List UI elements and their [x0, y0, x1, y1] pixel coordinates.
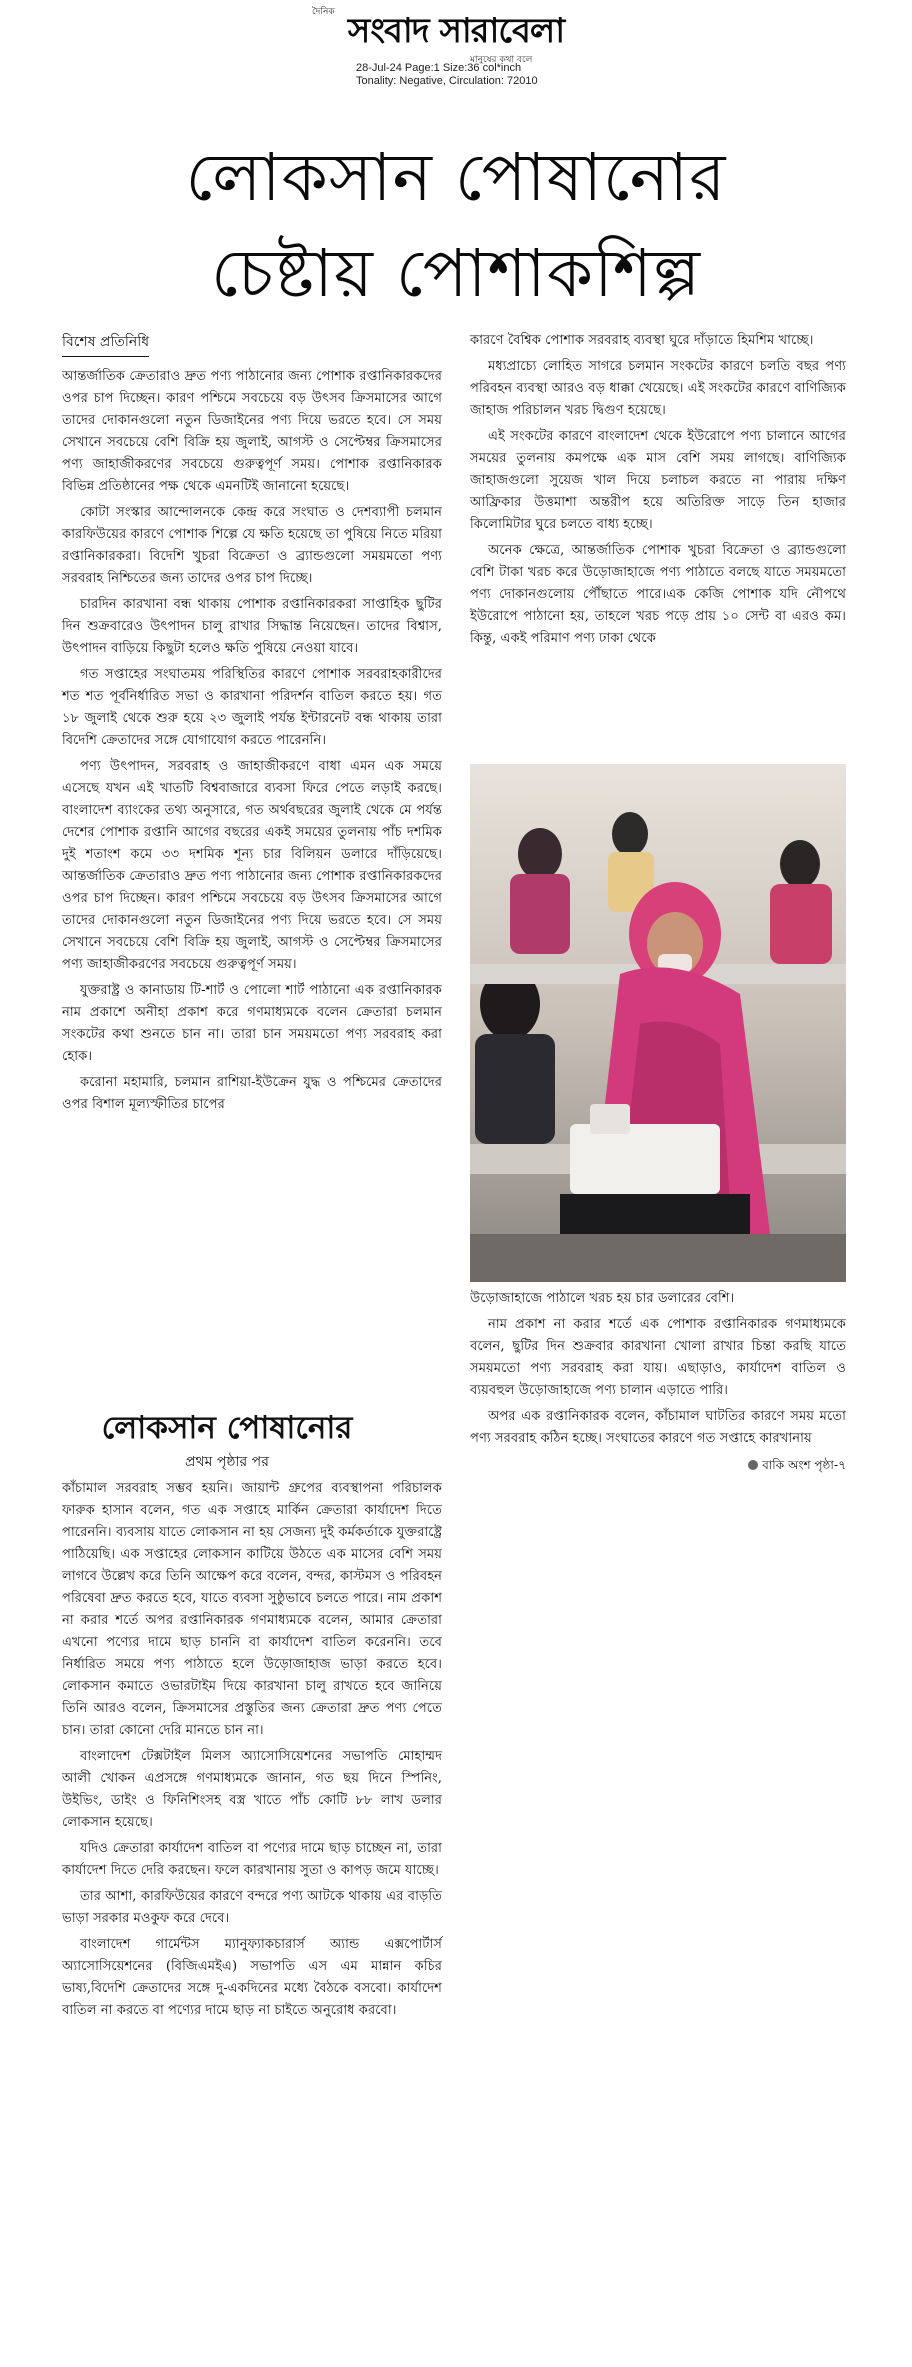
paragraph: এই সংকটের কারণে বাংলাদেশ থেকে ইউরোপে পণ্য চালানে আগের সময়ের তুলনায় কমপক্ষে এক মাস বেশি সময় লাগছে। বাণিজ্যিক জাহাজগুলো সুয়েজ খাল দিয়ে চলাচল করতে না পারায় দক্ষিণ আফ্রিকার উত্তমাশা অন্তরীপ হয়ে অতিরিক্ত সাড়ে তিন হাজার কিলোমিটার ঘুরে চলতে বাধ্য হচ্ছে। — [470, 429, 846, 532]
article-headline — [60, 130, 852, 322]
byline: বিশেষ প্রতিনিধি — [62, 330, 149, 357]
continuation-subhead: প্রথম পৃষ্ঠার পর — [185, 1454, 269, 1470]
continued-label: বাকি অংশ পৃষ্ঠা-৭ — [762, 1458, 846, 1472]
continued-notice — [470, 1454, 846, 1477]
article-right-column-top — [470, 330, 846, 760]
paragraph: অনেক ক্ষেত্রে, আন্তর্জাতিক পোশাক খুচরা বিক্রেতা ও ব্র্যান্ডগুলো বেশি টাকা খরচ করে উড়োজাহাজে পণ্য পাঠাতে বলছে যাতে সময়মতো পণ্য দোকানগুলোয় পৌঁছাতে পারে।এক কেজি পোশাক যদি নৌপথে ইউরোপে পাঠানো হয়, তাহলে খরচ পড়ে প্রায় ১০ সেন্ট বা এরও কম। কিন্তু, একই পরিমাণ পণ্য ঢাকা থেকে — [470, 543, 846, 646]
paragraph: মধ্যপ্রাচ্যে লোহিত সাগরে চলমান সংকটের কারণে চলতি বছর পণ্য পরিবহন ব্যবস্থা আরও বড় ধাক্কা খেয়েছে। এই সংকটের কারণে বাণিজ্যিক জাহাজ পরিচালন খরচ দ্বিগুণ হয়েছে। — [470, 359, 846, 418]
newspaper-logo: সংবাদ সারাবেলা — [347, 11, 565, 51]
paragraph: উড়োজাহাজে পাঠালে খরচ হয় চার ডলারের বেশি। — [470, 1291, 735, 1306]
continuation-column — [62, 1478, 442, 2358]
paragraph: কারণে বৈশ্বিক পোশাক সরবরাহ ব্যবস্থা ঘুরে দাঁড়াতে হিমশিম খাচ্ছে। — [470, 333, 814, 348]
paragraph: করোনা মহামারি, চলমান রাশিয়া-ইউক্রেন যুদ্ধ ও পশ্চিমের ক্রেতাদের ওপর বিশাল মূল্যস্ফীতির চাপের — [62, 1075, 442, 1112]
paragraph: আন্তর্জাতিক ক্রেতারাও দ্রুত পণ্য পাঠানোর জন্য পোশাক রপ্তানিকারকদের ওপর চাপ দিচ্ছেন। কারণ পশ্চিমে সবচেয়ে বড় উৎসব ক্রিসমাসের আগে তাদের দোকানগুলো নতুন ডিজাইনের পণ্য দিয়ে ভরতে হবে। সে সময় সেখানে সবচেয়ে বেশি বিক্রি হয় জুলাই, আগস্ট ও সেপ্টেম্বর ক্রিসমাসের পণ্য জাহাজীকরণের সবচেয়ে গুরুত্বপূর্ণ সময়। পোশাক রপ্তানিকারক বিভিন্ন প্রতিষ্ঠানের পক্ষ থেকে এমনটিই জানানো হয়েছে। — [62, 369, 442, 494]
paragraph: অপর এক রপ্তানিকারক বলেন, কাঁচামাল ঘাটতির কারণে সময় মতো পণ্য সরবরাহ কঠিন হচ্ছে। সংঘাতের কারণে গত সপ্তাহে কারখানায় — [470, 1409, 846, 1446]
bullet-icon — [748, 1460, 758, 1470]
paragraph: যুক্তরাষ্ট্র ও কানাডায় টি-শার্ট ও পোলো শার্ট পাঠানো এক রপ্তানিকারক নাম প্রকাশে অনীহা প্রকাশ করে গণমাধ্যমকে বলেন ক্রেতারা চলমান সংকটের কথা শুনতে চান না। তারা চান সময়মতো পণ্য সরবরাহ করা হোক। — [62, 983, 442, 1064]
clipping-meta — [356, 62, 538, 88]
brand-tagline: মানুষের কথা বলে — [470, 55, 533, 65]
photo-illustration — [470, 764, 846, 1282]
meta-date-size: 28-Jul-24 Page:1 Size:36 col*inch — [356, 62, 522, 74]
paragraph: পণ্য উৎপাদন, সরবরাহ ও জাহাজীকরণে বাধা এমন এক সময়ে এসেছে যখন এই খাতটি বিশ্ববাজারে ব্যবসা ফিরে পেতে লড়াই করছে। বাংলাদেশ ব্যাংকের তথ্য অনুসারে, গত অর্থবছরের জুলাই থেকে মে পর্যন্ত দেশের পোশাক রপ্তানি আগের বছরের একই সময়ের তুলনায় পাঁচ দশমিক দুই শতাংশ কমে ৩৩ দশমিক শূন্য চার বিলিয়ন ডলারে দাঁড়িয়েছে। আন্তর্জাতিক ক্রেতারাও দ্রুত পণ্য পাঠানোর জন্য পোশাক রপ্তানিকারকদের ওপর চাপ দিচ্ছেন। কারণ পশ্চিমে সবচেয়ে বড় উৎসব ক্রিসমাসের আগে তাদের দোকানগুলো নতুন ডিজাইনের পণ্য দিয়ে ভরতে হবে। সে সময় সেখানে সবচেয়ে বেশি বিক্রি হয় জুলাই, আগস্ট ও সেপ্টেম্বর ক্রিসমাসের পণ্য জাহাজীকরণের সবচেয়ে গুরুত্বপূর্ণ সময়। — [62, 759, 442, 972]
paragraph: চারদিন কারখানা বন্ধ থাকায় পোশাক রপ্তানিকারকরা সাপ্তাহিক ছুটির দিন শুক্রবারেও উৎপাদন চালু রাখার সিদ্ধান্ত নিয়েছেন। তাদের বিশ্বাস, উৎপাদন বাড়িয়ে কিছুটা হলেও ক্ষতি পুষিয়ে নেওয়া যাবে। — [62, 597, 442, 656]
headline-line-2: চেষ্টায় পোশাকশিল্প — [210, 235, 702, 312]
paragraph: নাম প্রকাশ না করার শর্তে এক পোশাক রপ্তানিকারক গণমাধ্যমকে বলেন, ছুটির দিন শুক্রবার কারখানা খোলা রাখার চিন্তা করছি যাতে সময়মতো পণ্য সরবরাহ করা যায়। এছাড়াও, কার্যাদেশ বাতিল ও ব্যয়বহুল উড়োজাহাজে পণ্য চালান এড়াতে পারি। — [470, 1317, 846, 1398]
brand-prefix: দৈনিক — [312, 7, 335, 17]
paragraph: গত সপ্তাহের সংঘাতময় পরিস্থিতির কারণে পোশাক সরবরাহকারীদের শত শত পূর্বনির্ধারিত সভা ও কারখানা পরিদর্শন বাতিল করতে হয়। গত ১৮ জুলাই থেকে শুরু হয়ে ২৩ জুলাই পর্যন্ত ইন্টারনেট বন্ধ থাকায় তারা বিদেশি ক্রেতাদের সঙ্গে যোগাযোগ করতে পারেননি। — [62, 667, 442, 748]
continuation-headline: লোকসান পোষানোর — [101, 1410, 353, 1446]
paragraph: যদিও ক্রেতারা কার্যাদেশ বাতিল বা পণ্যের দামে ছাড় চাচ্ছেন না, তারা কার্যাদেশ দিতে দেরি করছেন। ফলে কারখানায় সুতা ও কাপড় জমে যাচ্ছে। — [62, 1841, 442, 1878]
paragraph: তার আশা, কারফিউয়ের কারণে বন্দরে পণ্য আটকে থাকায় এর বাড়তি ভাড়া সরকার মওকুফ করে দেবে। — [62, 1889, 442, 1926]
headline-line-1: লোকসান পোষানোর — [185, 139, 727, 216]
paragraph: কাঁচামাল সরবরাহ সম্ভব হয়নি। জায়ান্ট গ্রুপের ব্যবস্থাপনা পরিচালক ফারুক হাসান বলেন, গত এক সপ্তাহে মার্কিন ক্রেতারা কার্যাদেশ দিতে পারেননি। ব্যবসায় যাতে লোকসান না হয় সেজন্য দুই কর্মকর্তাকে যুক্তরাষ্ট্রে পাঠিয়েছি। এক সপ্তাহের লোকসান কাটিয়ে উঠতে এক মাসের বেশি সময় লাগবে উল্লেখ করে তিনি আক্ষেপ করে বলেন, বন্দর, কাস্টমস ও পরিবহন পরিষেবা দ্রুত করতে হবে, যাতে ব্যবসা সুষ্ঠুভাবে চলতে পারে। নাম প্রকাশ না করার শর্তে অপর রপ্তানিকারক গণমাধ্যমকে বলেন, আমার ক্রেতারা এখনো পণ্যের দামে ছাড় চাননি বা কার্যাদেশ বাতিল করেননি। তবে নির্ধারিত সময়ে পণ্য পাঠাতে হলে উড়োজাহাজ ভাড়া করতে হবে। লোকসান কমাতে ওভারটাইম দিয়ে কারখানা চালু রাখতে হবে জানিয়ে তিনি আরও বলেন, ক্রিসমাসের প্রস্তুতির জন্য ক্রেতারা দ্রুত পণ্য পেতে চান। তারা কোনো দেরি মানতে চান না। — [62, 1481, 442, 1738]
meta-tonality-circulation: Tonality: Negative, Circulation: 72010 — [356, 75, 538, 87]
paragraph: বাংলাদেশ গার্মেন্টস ম্যানুফ্যাকচারার্স অ্যান্ড এক্সপোর্টার্স অ্যাসোসিয়েশনের (বিজিএমইএ) সভাপতি এস এম মান্নান কচির ভাষ্য,বিদেশি ক্রেতাদের সঙ্গে দু-একদিনের মধ্যে বৈঠকে বসবো। কার্যাদেশ বাতিল না করতে বা পণ্যের দামে ছাড় না চাইতে অনুরোধ করবো। — [62, 1937, 442, 2018]
paragraph: বাংলাদেশ টেক্সটাইল মিলস অ্যাসোসিয়েশনের সভাপতি মোহাম্মদ আলী খোকন এপ্রসঙ্গে গণমাধ্যমকে জানান, গত ছয় দিনে স্পিনিং, উইভিং, ডাইং ও ফিনিশিংসহ বস্ত্র খাতে পাঁচ কোটি ৮৮ লাখ ডলার লোকসান হয়েছে। — [62, 1749, 442, 1830]
article-right-column-bottom — [470, 1288, 846, 1472]
article-left-column — [62, 366, 442, 1346]
garment-factory-photo — [470, 764, 846, 1282]
paragraph: কোটা সংস্কার আন্দোলনকে কেন্দ্র করে সংঘাত ও দেশব্যাপী চলমান কারফিউয়ের কারণে পোশাক শিল্পে যে ক্ষতি হয়েছে তা পুষিয়ে নিতে মরিয়া রপ্তানিকারকরা। বিদেশি খুচরা বিক্রেতা ও ব্র্যান্ডগুলো সময়মতো পণ্য সরবরাহ নিশ্চিতের জন্য তাদের ওপর চাপ দিচ্ছে। — [62, 505, 442, 586]
masthead — [0, 0, 912, 140]
